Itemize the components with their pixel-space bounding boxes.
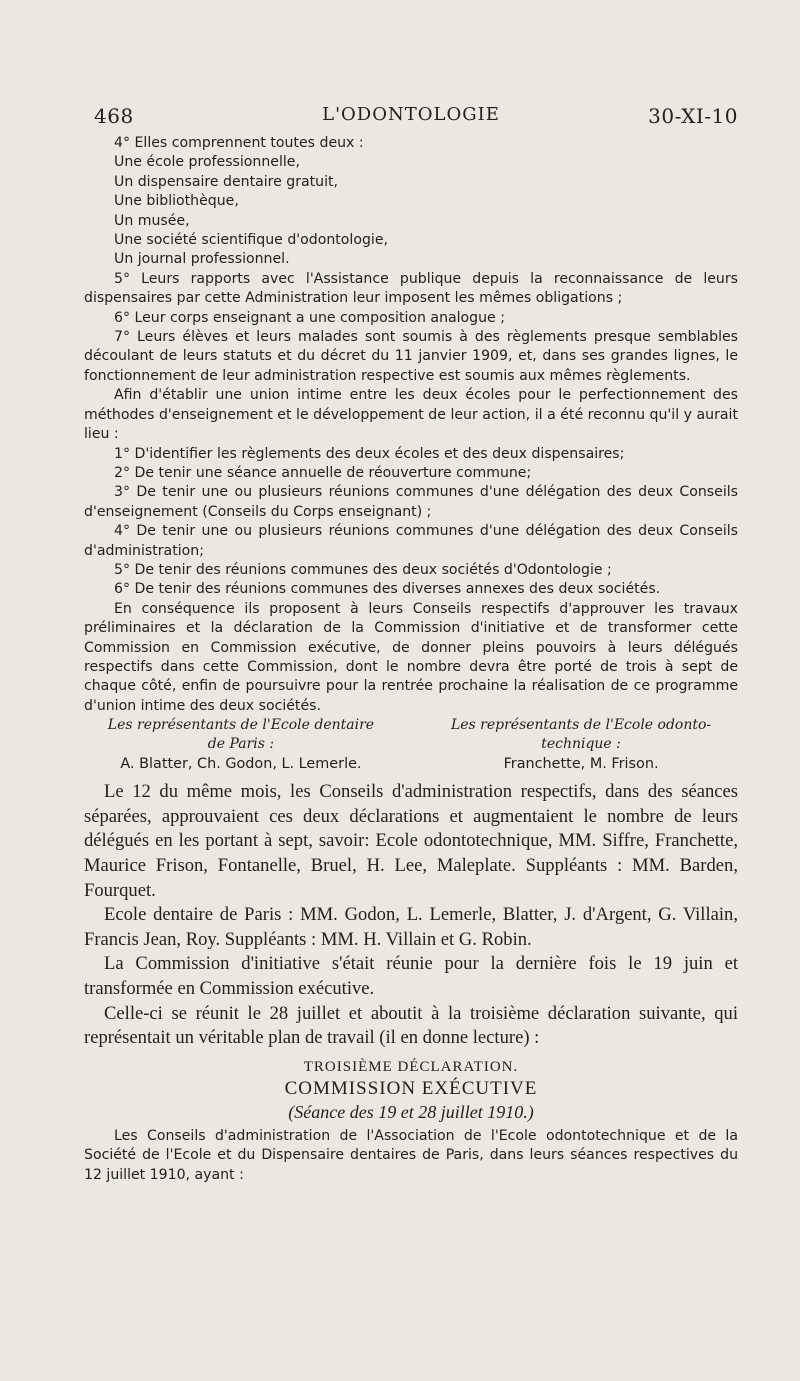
section-heading: TROISIÈME DÉCLARATION.	[303, 1058, 519, 1075]
issue-date: 30-XI-10	[648, 104, 738, 128]
list-item: Une société scientifique d'odontologie,	[114, 232, 388, 249]
paragraph: 7° Leurs élèves et leurs malades sont soumis à des règlements presque semblables découlant de leurs statuts et du décret du 11 janvier 1909, et, dans ses grandes lignes, le fonctionnement de leur administration respective est soumis aux mêmes règlements.	[84, 329, 738, 384]
numbered-item: 6° De tenir des réunions communes des diverses annexes des deux sociétés.	[114, 581, 661, 598]
list-item: Un journal professionnel.	[114, 251, 290, 268]
institution-list	[84, 153, 738, 269]
signature-labels	[84, 716, 738, 754]
signature-label: Les représentants de l'Ecole dentaire	[107, 717, 375, 734]
signature-names	[84, 754, 738, 774]
journal-title: L'ODONTOLOGIE	[322, 104, 500, 125]
running-header	[84, 100, 738, 134]
paragraph: 5° Leurs rapports avec l'Assistance publique depuis la reconnaissance de leurs dispensaires par cette Administration leur imposent les mêmes obligations ;	[84, 270, 738, 307]
paragraph: Celle-ci se réunit le 28 juillet et aboutit à la troisième déclaration suivante, qui représentait un véritable plan de travail (il en donne lecture) :	[84, 1002, 738, 1049]
section-title: COMMISSION EXÉCUTIVE	[284, 1077, 538, 1099]
list-item: Une école professionnelle,	[114, 154, 300, 171]
paragraph: En conséquence ils proposent à leurs Conseils respectifs d'approuver les travaux préliminaires et la déclaration de la Commission d'initiative et de transformer cette Commission en Commission exécutive, de donner pleins pouvoirs à leurs délégués respectifs dans cette Commission, dont le nombre devra être porté de trois à sept de chaque côté, enfin de poursuivre pour la rentrée prochaine la réalisation de ce programme d'union intime des deux sociétés.	[84, 600, 738, 714]
final-text	[84, 1127, 738, 1185]
paragraph: Afin d'établir une union intime entre les deux écoles pour le perfectionnement des méthodes d'enseignement et le développement de leur action, il a été reconnu qu'il y aurait lieu :	[84, 387, 738, 443]
signature-names-right: Franchette, M. Frison.	[503, 756, 659, 773]
list-item: Un dispensaire dentaire gratuit,	[114, 173, 339, 190]
paragraph: 6° Leur corps enseignant a une composition analogue ;	[114, 309, 505, 326]
numbered-item: 5° De tenir des réunions communes des deux sociétés d'Odontologie ;	[114, 561, 612, 578]
paragraph: Le 12 du même mois, les Conseils d'administration respectifs, dans des séances séparées, approuvaient ces deux déclarations et augmentaient le nombre de leurs délégués en les portant à sept, savoir: Ecole odontotechnique, MM. Siffre, Franchette, Maurice Frison, Fontanelle, Bruel, H. Lee, Maleplate. Suppléants : MM. Barden, Fourquet.	[84, 781, 738, 901]
paragraph: La Commission d'initiative s'était réunie pour la dernière fois le 19 juin et transformée en Commission exécutive.	[84, 953, 738, 999]
signature-label: technique :	[541, 736, 621, 753]
narrative-text	[84, 780, 738, 1051]
declaration-text	[84, 134, 738, 716]
numbered-item: 2° De tenir une séance annuelle de réouverture commune;	[114, 464, 532, 481]
signature-left	[84, 716, 398, 754]
numbered-item: 3° De tenir une ou plusieurs réunions communes d'une délégation des deux Conseils d'enseignement (Conseils du Corps enseignant) ;	[84, 484, 738, 520]
signature-names-left: A. Blatter, Ch. Godon, L. Lemerle.	[120, 756, 362, 773]
section-subtitle: (Séance des 19 et 28 juillet 1910.)	[288, 1101, 534, 1122]
paragraph: Les Conseils d'administration de l'Association de l'Ecole odontotechnique et de la Société de l'Ecole et du Dispensaire dentaires de Paris, dans leurs séances respectives du 12 juillet 1910, ayant :	[84, 1127, 738, 1183]
list-intro: 4° Elles comprennent toutes deux :	[114, 135, 364, 151]
signature-label: Les représentants de l'Ecole odonto-	[450, 717, 712, 734]
signature-label: de Paris :	[207, 736, 275, 753]
paragraph: Ecole dentaire de Paris : MM. Godon, L. Lemerle, Blatter, J. d'Argent, G. Villain, Francis Jean, Roy. Suppléants : MM. H. Villain et G. Robin.	[84, 904, 738, 950]
signature-right	[424, 716, 738, 754]
list-item: Une bibliothèque,	[114, 193, 239, 210]
book-page	[84, 100, 738, 1185]
page-number: 468	[94, 104, 134, 128]
list-item: Un musée,	[114, 212, 190, 229]
numbered-item: 1° D'identifier les règlements des deux écoles et des deux dispensaires;	[114, 445, 625, 462]
numbered-item: 4° De tenir une ou plusieurs réunions communes d'une délégation des deux Conseils d'administration;	[84, 523, 738, 559]
